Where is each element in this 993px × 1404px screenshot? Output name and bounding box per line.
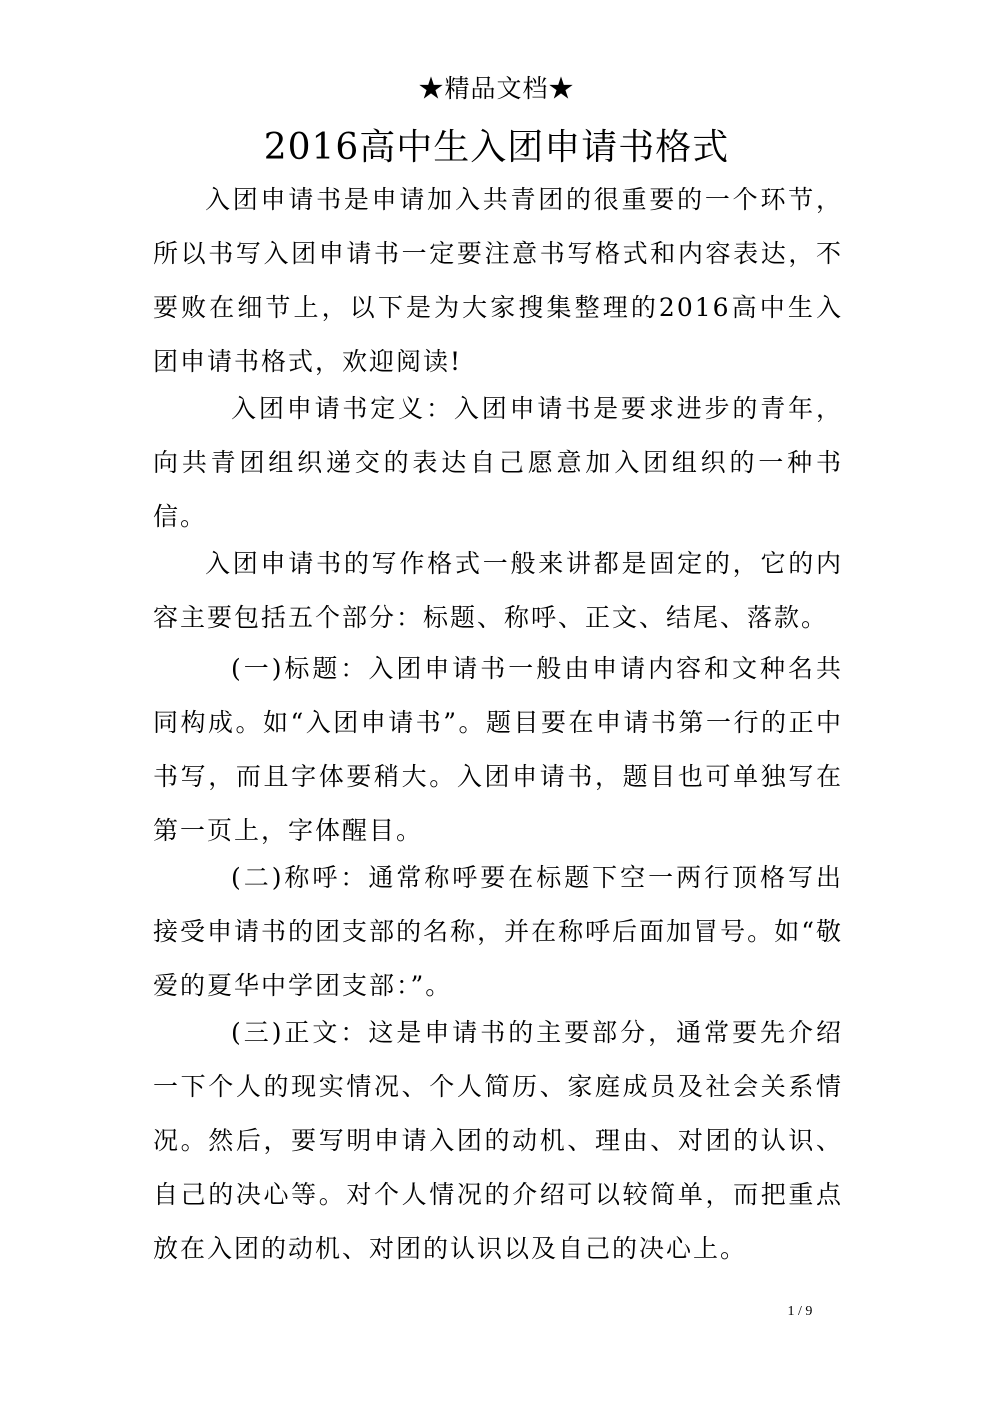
paragraph-intro: 入团申请书是申请加入共青团的很重要的一个环节，所以书写入团申请书一定要注意书写格式和内容表达，不要败在细节上，以下是为大家搜集整理的2016高中生入团申请书格式，欢迎阅读! — [153, 185, 843, 376]
paragraph-format: 入团申请书的写作格式一般来讲都是固定的，它的内容主要包括五个部分：标题、称呼、正文、结尾、落款。 — [153, 549, 843, 632]
paragraph-body-section: (三)正文：这是申请书的主要部分，通常要先介绍一下个人的现实情况、个人简历、家庭成员及社会关系情况。然后，要写明申请入团的动机、理由、对团的认识、自己的决心等。对个人情况的介绍可以较简单，而把重点放在入团的动机、对团的认识以及自己的决心上。 — [153, 1018, 843, 1263]
paragraph-salutation-section: (二)称呼：通常称呼要在标题下空一两行顶格写出接受申请书的团支部的名称，并在称呼后面加冒号。如“敬爱的夏华中学团支部：”。 — [153, 863, 843, 1000]
paragraph-definition: 入团申请书定义：入团申请书是要求进步的青年，向共青团组织递交的表达自己愿意加入团组织的一种书信。 — [153, 394, 843, 531]
page-number: 1 / 9 — [787, 1304, 813, 1319]
document-title: 2016高中生入团申请书格式 — [263, 127, 730, 168]
paragraph-title-section: (一)标题：入团申请书一般由申请内容和文种名共同构成。如“入团申请书”。题目要在申请书第一行的正中书写，而且字体要稍大。入团申请书，题目也可单独写在第一页上，字体醒目。 — [153, 654, 843, 845]
header-mark: ★精品文档★ — [418, 74, 575, 103]
